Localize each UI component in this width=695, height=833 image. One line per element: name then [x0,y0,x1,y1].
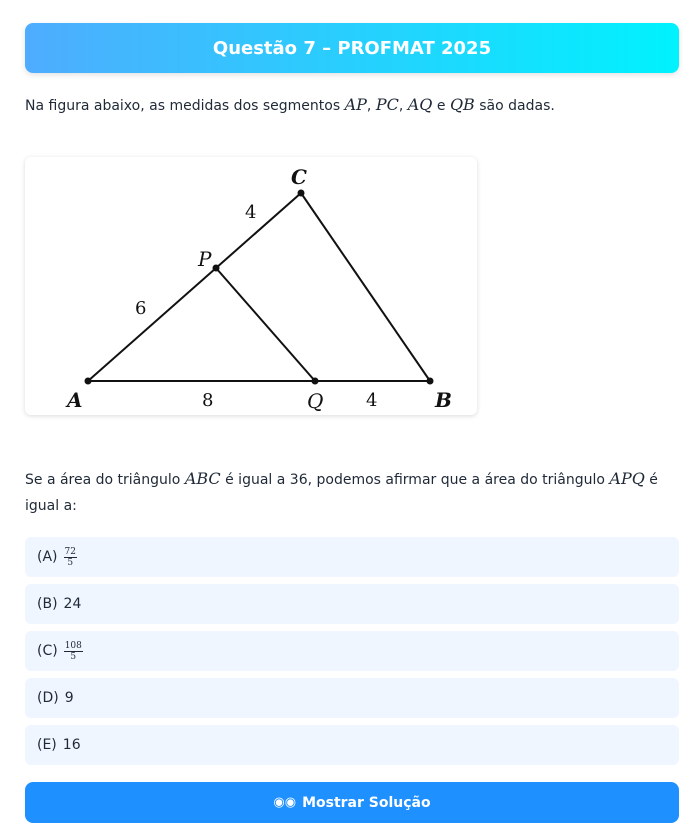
fraction-numerator: 72 [64,546,76,557]
triangle-apq: APQ [609,469,645,488]
point-p [213,265,220,272]
question-header [25,23,679,73]
segment-pq-line [216,268,315,381]
segment-ap: AP [344,95,367,114]
label-c: C [291,165,307,189]
intro-sep3: e [432,98,450,114]
question-part2: é igual a 36, podemos afirmar que a área do triângulo [220,472,610,488]
intro-sep1: , [366,98,376,114]
fraction-denominator: 5 [67,557,74,568]
option-a[interactable] [25,537,679,577]
intro-sep2: , [398,98,408,114]
option-letter: (C) [37,643,58,659]
segment-aq: AQ [407,95,433,114]
option-fraction [64,641,83,662]
length-qb: 4 [366,390,378,411]
question-text [25,466,675,519]
triangle-diagram [25,157,477,415]
option-fraction [64,547,77,568]
option-d[interactable] [25,678,679,718]
point-b [427,378,434,385]
intro-part1: Na figura abaixo, as medidas dos segmentos [25,98,345,114]
triangle-figure [25,157,477,415]
option-value: 24 [63,596,82,612]
option-letter: (D) [37,690,59,706]
triangle-abc: ABC [184,469,221,488]
option-c[interactable] [25,631,679,671]
option-letter: (E) [37,737,57,753]
option-b[interactable] [25,584,679,624]
option-value: 9 [64,690,74,706]
length-ap: 6 [135,298,147,319]
point-a [85,378,92,385]
fraction-numerator: 108 [64,640,82,651]
length-pc: 4 [245,202,257,223]
label-a: A [67,388,83,412]
option-letter: (A) [37,549,58,565]
show-solution-button[interactable] [25,782,679,823]
intro-part2: são dadas. [474,98,555,114]
label-b: B [435,388,452,412]
show-solution-label: Mostrar Solução [302,794,431,811]
fraction-denominator: 5 [70,651,77,662]
segment-cb-line [301,193,430,381]
length-aq: 8 [202,390,214,411]
question-part1: Se a área do triângulo [25,472,185,488]
option-letter: (B) [37,596,58,612]
point-c [298,190,305,197]
segment-qb: QB [449,95,475,114]
option-value: 16 [62,737,81,753]
question-part3: é igual a: [25,472,658,514]
label-q: Q [307,389,324,413]
label-p: P [198,247,212,271]
intro-text [25,93,675,118]
question-title: Questão 7 – PROFMAT 2025 [212,37,492,59]
option-e[interactable] [25,725,679,765]
point-q [312,378,319,385]
eyes-icon: ◉◉ [273,795,297,810]
segment-pc: PC [375,95,399,114]
segment-ac-line [88,193,301,381]
